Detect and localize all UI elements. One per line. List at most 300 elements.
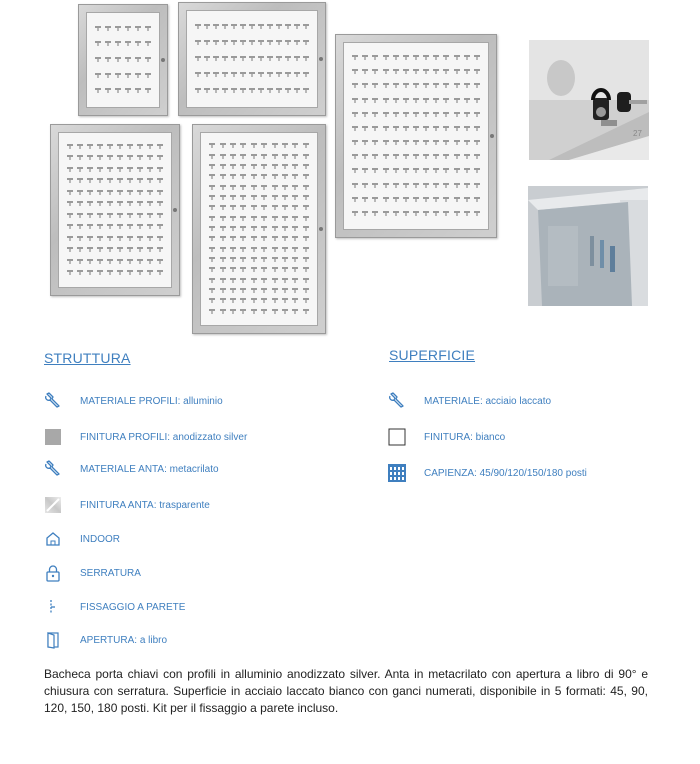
key-hook [303, 195, 309, 197]
key-hook [135, 57, 141, 59]
key-hook [362, 211, 368, 213]
key-hook [261, 226, 267, 228]
key-hook [393, 83, 399, 85]
key-hook [352, 126, 358, 128]
key-hook [157, 213, 163, 215]
key-hook [125, 41, 131, 43]
key-hook [464, 112, 470, 114]
key-hook [157, 201, 163, 203]
key-hook [67, 270, 73, 272]
key-hook [220, 226, 226, 228]
key-hook [413, 98, 419, 100]
key-hook [272, 257, 278, 259]
key-hook [249, 40, 255, 42]
feature-materiale-profili [44, 390, 223, 412]
key-hook [443, 197, 449, 199]
key-hook [115, 88, 121, 90]
key-hook [272, 236, 278, 238]
key-hook [77, 236, 83, 238]
key-hook [352, 197, 358, 199]
key-hook [454, 69, 460, 71]
key-hook [413, 112, 419, 114]
lock-dot [319, 57, 323, 61]
key-hook [157, 155, 163, 157]
key-hook [474, 69, 480, 71]
key-hook [220, 174, 226, 176]
key-hook [393, 126, 399, 128]
feature-superficie-materiale [388, 390, 551, 412]
key-hook [220, 164, 226, 166]
key-hook [125, 57, 131, 59]
key-hook [77, 155, 83, 157]
key-hook [220, 298, 226, 300]
key-hook [127, 259, 133, 261]
key-hook [135, 73, 141, 75]
key-hook [352, 211, 358, 213]
key-hook [147, 224, 153, 226]
key-hook [303, 164, 309, 166]
key-hook [413, 55, 419, 57]
key-hook [204, 40, 210, 42]
key-hook [240, 24, 246, 26]
key-hook [261, 278, 267, 280]
feature-label: FINITURA ANTA: trasparente [80, 499, 210, 511]
key-hook [352, 140, 358, 142]
key-hook [303, 205, 309, 207]
key-hook [443, 112, 449, 114]
key-hook [115, 41, 121, 43]
key-hook [137, 190, 143, 192]
key-hook [267, 72, 273, 74]
key-hook [383, 112, 389, 114]
key-hook [292, 195, 298, 197]
key-hook [87, 144, 93, 146]
key-hook [272, 185, 278, 187]
key-hook [147, 178, 153, 180]
key-hook [443, 168, 449, 170]
key-hook [145, 41, 151, 43]
key-hook [303, 298, 309, 300]
key-hook [285, 72, 291, 74]
key-hook [352, 83, 358, 85]
lock-detail-photo [529, 40, 649, 160]
key-hook [147, 270, 153, 272]
key-hook [251, 257, 257, 259]
key-hook [251, 278, 257, 280]
key-hook [443, 126, 449, 128]
key-hook [433, 154, 439, 156]
key-hook [97, 190, 103, 192]
key-hook [454, 126, 460, 128]
key-hook [240, 174, 246, 176]
key-hook [127, 236, 133, 238]
struttura-heading: STRUTTURA [44, 350, 131, 366]
key-hook [423, 154, 429, 156]
key-hook [362, 168, 368, 170]
key-hook [282, 236, 288, 238]
key-hook [454, 154, 460, 156]
product-description: Bacheca porta chiavi con profili in alluminio anodizzato silver. Anta in metacrilato con apertura a libro di 90° e chiusura con serratura. Superficie in acciaio laccato bianco con ganci numerati, disponibile in 5 formati: 45, 90, 120, 150, 180 posti. Kit per il fissaggio a parete incluso. [44, 667, 648, 715]
key-hook [282, 174, 288, 176]
key-hook [372, 168, 378, 170]
key-hook [454, 83, 460, 85]
key-hook [443, 183, 449, 185]
key-hook [117, 259, 123, 261]
key-hook [413, 168, 419, 170]
key-hook [127, 201, 133, 203]
key-hook [282, 226, 288, 228]
key-hook [230, 267, 236, 269]
key-hook [220, 195, 226, 197]
key-hook [115, 57, 121, 59]
key-hook [230, 309, 236, 311]
key-hook [97, 213, 103, 215]
key-hook [303, 143, 309, 145]
key-hook [413, 83, 419, 85]
key-hook [230, 257, 236, 259]
key-hook [240, 247, 246, 249]
key-hook [261, 247, 267, 249]
key-hook [362, 126, 368, 128]
key-hook [267, 88, 273, 90]
key-hook [261, 205, 267, 207]
key-hook [282, 309, 288, 311]
key-hook [258, 24, 264, 26]
key-hook [251, 195, 257, 197]
key-hook [220, 236, 226, 238]
key-hook [240, 288, 246, 290]
key-hook [362, 83, 368, 85]
key-hook [87, 270, 93, 272]
key-hook [464, 140, 470, 142]
key-hook [105, 26, 111, 28]
key-hook [77, 213, 83, 215]
key-hook [261, 154, 267, 156]
key-hook [147, 190, 153, 192]
feature-label: MATERIALE ANTA: metacrilato [80, 463, 219, 475]
key-hook [403, 69, 409, 71]
key-hook [383, 211, 389, 213]
key-hook [303, 56, 309, 58]
key-hook [115, 26, 121, 28]
key-hook [145, 57, 151, 59]
key-hook [261, 164, 267, 166]
key-hook [107, 236, 113, 238]
key-hook [67, 224, 73, 226]
key-hook [272, 143, 278, 145]
key-hook [454, 112, 460, 114]
key-hook [145, 26, 151, 28]
feature-finitura-profili [44, 426, 247, 448]
key-hook [87, 155, 93, 157]
key-hook [251, 154, 257, 156]
key-hook [220, 216, 226, 218]
key-hook [105, 88, 111, 90]
key-hook [135, 41, 141, 43]
key-hook [423, 126, 429, 128]
key-hook [137, 259, 143, 261]
key-hook [303, 226, 309, 228]
key-hook [454, 211, 460, 213]
key-hook [464, 83, 470, 85]
feature-superficie-finitura [388, 426, 505, 448]
key-hook [97, 155, 103, 157]
key-hook [423, 168, 429, 170]
key-hook [209, 185, 215, 187]
key-hook [261, 288, 267, 290]
key-hook [230, 143, 236, 145]
key-hook [294, 72, 300, 74]
key-hook [251, 247, 257, 249]
key-hook [87, 247, 93, 249]
feature-label: INDOOR [80, 533, 120, 545]
key-hook [67, 190, 73, 192]
key-hook [77, 144, 83, 146]
key-cabinet-90 [178, 2, 326, 116]
key-hook [464, 55, 470, 57]
key-hook [282, 257, 288, 259]
key-hook [209, 205, 215, 207]
key-hook [240, 164, 246, 166]
feature-indoor [44, 528, 120, 550]
key-hook [97, 167, 103, 169]
key-hook [372, 126, 378, 128]
key-hook [77, 224, 83, 226]
key-hook [240, 257, 246, 259]
feature-fissaggio [44, 596, 185, 618]
key-hook [352, 55, 358, 57]
key-hook [372, 183, 378, 185]
key-hook [303, 288, 309, 290]
gray-swatch-icon [44, 428, 62, 446]
key-hook [292, 205, 298, 207]
key-hook [272, 154, 278, 156]
key-hook [97, 224, 103, 226]
key-hook [443, 154, 449, 156]
key-hook [125, 73, 131, 75]
key-hook [195, 88, 201, 90]
key-hook [423, 112, 429, 114]
key-hook [195, 56, 201, 58]
key-hook [95, 26, 101, 28]
key-hook [433, 197, 439, 199]
key-hook [423, 211, 429, 213]
key-hook [303, 247, 309, 249]
key-hook [362, 183, 368, 185]
key-hook [97, 270, 103, 272]
key-hook [107, 259, 113, 261]
key-hook [97, 178, 103, 180]
key-hook [157, 178, 163, 180]
key-hook [87, 259, 93, 261]
key-hook [209, 298, 215, 300]
key-hook [285, 88, 291, 90]
key-hook [87, 201, 93, 203]
key-hook [209, 278, 215, 280]
key-hook [282, 288, 288, 290]
key-hook [117, 213, 123, 215]
key-hook [127, 224, 133, 226]
door-open-icon [44, 631, 62, 649]
frame-corner-photo [528, 186, 648, 306]
key-hook [240, 195, 246, 197]
key-hook [464, 211, 470, 213]
key-hook [240, 185, 246, 187]
key-hook [393, 98, 399, 100]
superficie-heading: SUPERFICIE [389, 347, 476, 363]
key-hook [464, 168, 470, 170]
key-hook [423, 55, 429, 57]
key-hook [240, 154, 246, 156]
key-hook [107, 247, 113, 249]
key-hook [393, 112, 399, 114]
key-hook [474, 211, 480, 213]
key-hook [433, 69, 439, 71]
key-hook [209, 174, 215, 176]
key-hook [87, 236, 93, 238]
key-hook [204, 72, 210, 74]
feature-label: MATERIALE: acciaio laccato [424, 395, 552, 407]
key-hook [251, 164, 257, 166]
key-hook [303, 278, 309, 280]
key-hook [95, 88, 101, 90]
key-hook [230, 278, 236, 280]
key-hook [137, 155, 143, 157]
key-hook [220, 154, 226, 156]
key-hook [383, 83, 389, 85]
key-hook [157, 167, 163, 169]
key-hook [413, 183, 419, 185]
key-hook [157, 259, 163, 261]
key-hook [251, 236, 257, 238]
key-hook [249, 24, 255, 26]
key-hook [433, 126, 439, 128]
key-hook [147, 213, 153, 215]
key-hook [292, 278, 298, 280]
key-hook [393, 168, 399, 170]
key-hook [267, 40, 273, 42]
key-hook [258, 40, 264, 42]
key-hook [231, 40, 237, 42]
feature-label: FINITURA PROFILI: anodizzato silver [80, 431, 248, 443]
key-hook [107, 167, 113, 169]
key-hook [403, 211, 409, 213]
key-hook [209, 257, 215, 259]
key-hook [107, 213, 113, 215]
key-hook [413, 140, 419, 142]
key-hook [454, 140, 460, 142]
key-hook [195, 24, 201, 26]
key-hook [282, 267, 288, 269]
feature-label: CAPIENZA: 45/90/120/150/180 posti [424, 467, 587, 479]
key-hook [220, 309, 226, 311]
key-hook [294, 24, 300, 26]
key-hook [272, 174, 278, 176]
key-hook [147, 201, 153, 203]
key-hook [137, 236, 143, 238]
key-hook [222, 56, 228, 58]
key-hook [272, 195, 278, 197]
key-hook [292, 185, 298, 187]
wrench-icon [44, 460, 62, 478]
key-hook [209, 216, 215, 218]
key-hook [117, 247, 123, 249]
key-hook [292, 236, 298, 238]
key-hook [474, 55, 480, 57]
key-hook [220, 278, 226, 280]
key-hook [97, 259, 103, 261]
key-hook [220, 185, 226, 187]
key-hook [474, 126, 480, 128]
key-hook [147, 236, 153, 238]
key-hook [251, 205, 257, 207]
key-hook [97, 247, 103, 249]
key-hook [240, 56, 246, 58]
key-hook [67, 236, 73, 238]
key-hook [423, 197, 429, 199]
key-hook [292, 309, 298, 311]
key-hook [258, 56, 264, 58]
feature-label: SERRATURA [80, 567, 141, 579]
key-hook [267, 56, 273, 58]
key-hook [222, 88, 228, 90]
key-hook [97, 201, 103, 203]
key-hook [137, 224, 143, 226]
key-hook [249, 56, 255, 58]
key-hook [67, 247, 73, 249]
key-hook [282, 185, 288, 187]
feature-serratura [44, 562, 141, 584]
key-hook [240, 226, 246, 228]
key-hook [87, 190, 93, 192]
key-hook [137, 178, 143, 180]
feature-label: FINITURA: bianco [424, 431, 506, 443]
key-hook [362, 197, 368, 199]
white-swatch-icon [388, 428, 406, 446]
key-hook [292, 143, 298, 145]
key-hook [383, 55, 389, 57]
key-hook [249, 88, 255, 90]
key-hook [251, 298, 257, 300]
key-hook [303, 216, 309, 218]
key-hook [209, 226, 215, 228]
key-hook [433, 183, 439, 185]
key-hook [352, 154, 358, 156]
key-hook [117, 144, 123, 146]
key-hook [220, 288, 226, 290]
key-hook [220, 247, 226, 249]
key-hook [292, 288, 298, 290]
key-hook [362, 112, 368, 114]
key-hook [95, 57, 101, 59]
key-hook [303, 40, 309, 42]
key-hook [413, 211, 419, 213]
key-hook [285, 24, 291, 26]
key-hook [272, 164, 278, 166]
key-hook [372, 197, 378, 199]
key-hook [362, 98, 368, 100]
key-hook [195, 40, 201, 42]
key-hook [77, 201, 83, 203]
house-icon [44, 530, 62, 548]
key-hook [145, 73, 151, 75]
lock-dot [319, 227, 323, 231]
key-hook [77, 190, 83, 192]
key-hook [362, 55, 368, 57]
lock-dot [490, 134, 494, 138]
key-hook [272, 298, 278, 300]
key-hook [127, 178, 133, 180]
